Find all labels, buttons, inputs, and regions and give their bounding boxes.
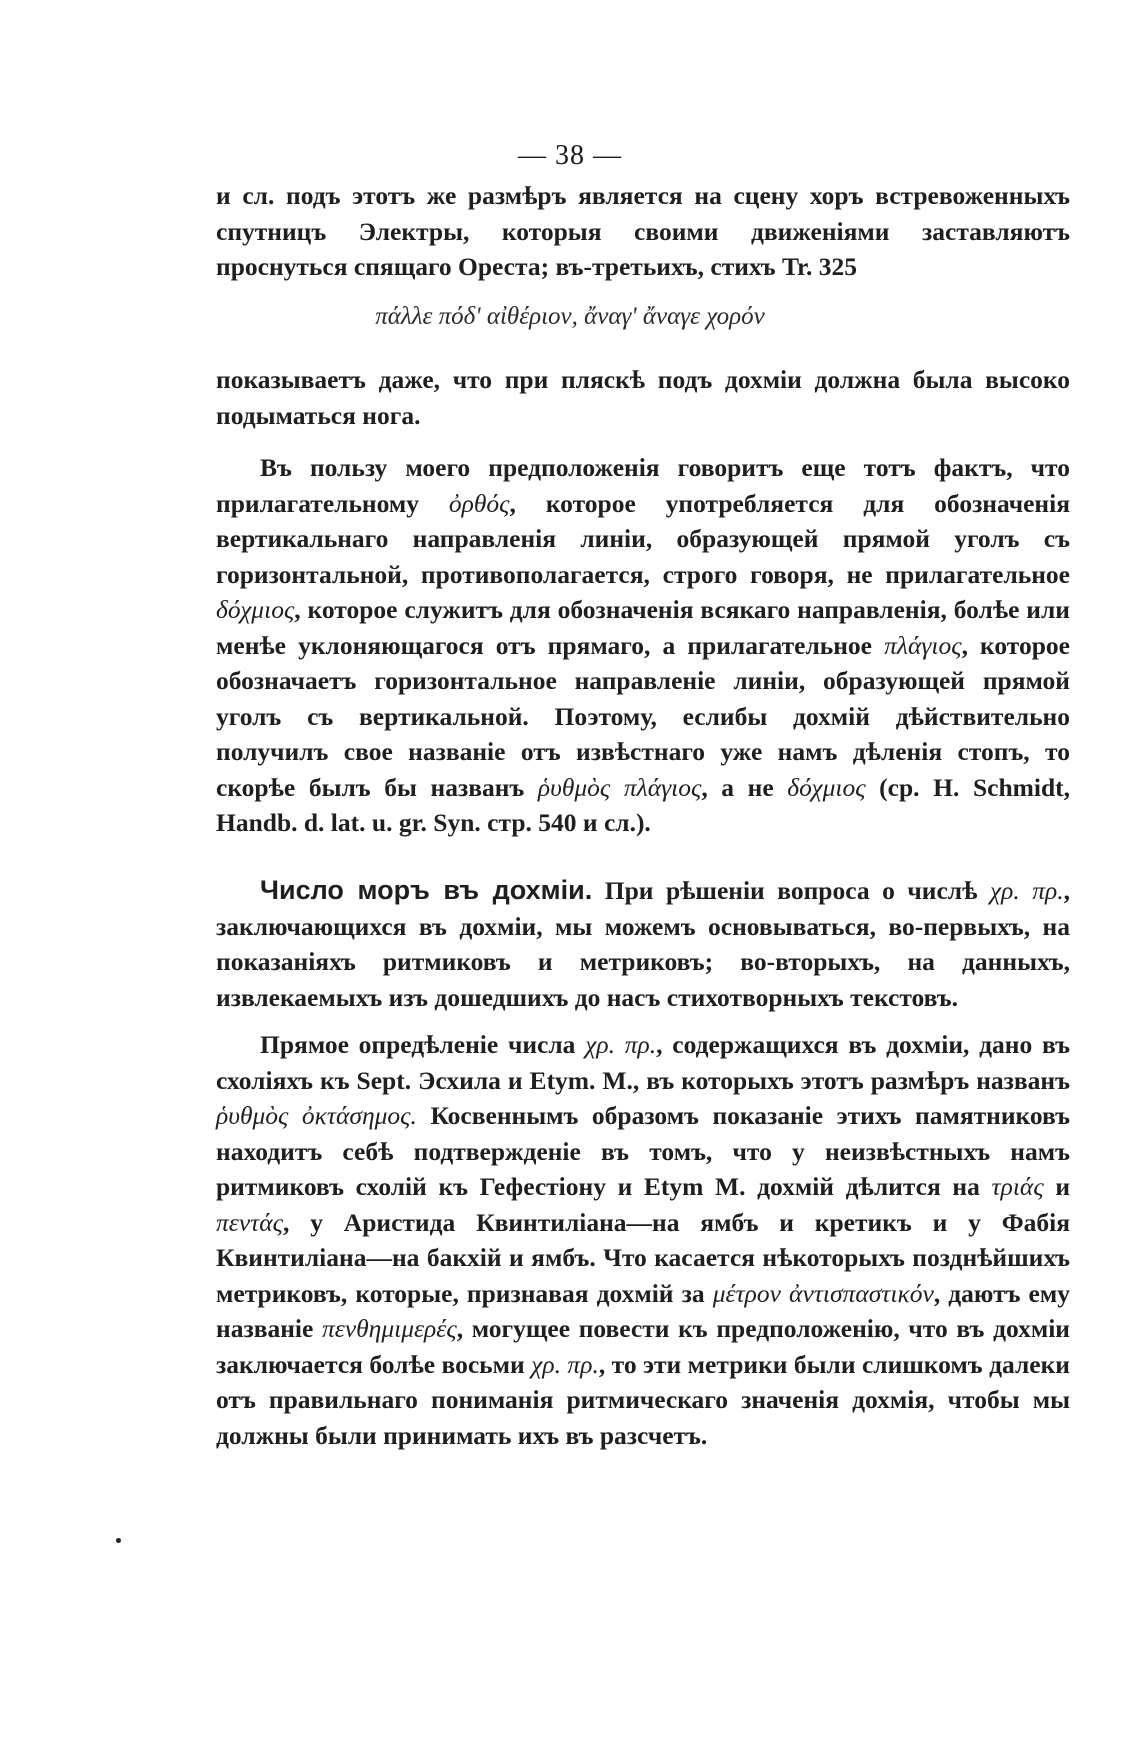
greek-word: χρ. πρ. [989,876,1064,905]
section-heading: Число моръ въ дохміи. [260,875,593,905]
paragraph-text: показываетъ даже, что при пляскѣ подъ дохміи должна была высоко подыматься нога. [216,365,1070,430]
greek-word: τριάς [991,1172,1044,1201]
paragraph-direct-definition [216,1027,1070,1453]
greek-word: χρ. πρ. [531,1349,599,1379]
greek-word: δόχμιος [787,772,866,802]
paragraph-after-quote [216,362,1070,433]
page-number: — 38 — [518,140,622,171]
greek-word: πλάγιος [884,630,962,660]
ink-speck [116,1538,121,1543]
greek-word: χρ. πρ. [585,1030,657,1059]
greek-word: πενθημιμερές [322,1314,457,1343]
paragraph-orthos [216,450,1070,841]
greek-word: ῥυθμὸς ὀκτάσημος. [216,1101,417,1130]
greek-word: δόχμιος [216,595,295,624]
greek-word: ῥυθμὸς πλάγιος [537,772,702,802]
paragraph-text: Число моръ въ дохміи. При рѣшеніи вопроса о числѣ χρ. πρ., заключающихся въ дохміи, мы можемъ основываться, во-первыхъ, на показаніяхъ ритмиковъ и метриковъ; во-вторыхъ, на данныхъ, извлекаемыхъ изъ дошедшихъ до насъ стихотворныхъ текстовъ. [216,875,1070,1012]
greek-word: μέτρον ἀντισπαστικόν [712,1278,934,1308]
greek-word: πεντάς [216,1207,283,1237]
paragraph-text: Въ пользу моего предположенія говоритъ еще тотъ фактъ, что прилагательному ὀρθός, которое употребляется для обозначенія вертикальнаго направленія линіи, образующей прямой уголъ съ горизонтальной, противополагается, строго говоря, не прилагательное δόχμιος, которое служитъ для обозначенія всякаго направленія, болѣе или менѣе уклоняющагося отъ прямаго, а прилагательное πλάγιος, которое обозначаетъ горизонтальное направленіе линіи, образующей прямой уголъ съ вертикальной. Поэтому, еслибы дохмій дѣйствительно получилъ свое названіе отъ извѣстнаго уже намъ дѣленія стопъ, то скорѣе былъ бы названъ ῥυθμὸς πλάγιος, а не δόχμιος (ср. H. Schmidt, Handb. d. lat. u. gr. Syn. стр. 540 и сл.). [216,453,1071,837]
greek-quote: πάλλε πόδ' αἰθέριον, ἄναγ' ἄναγε χορόν [375,303,765,330]
paragraph-continuation [216,178,1070,285]
paragraph-text: и сл. подъ этотъ же размѣръ является на сцену хоръ встревоженныхъ спутницъ Электры, которыя своими движеніями заставляютъ проснуться спящаго Ореста; въ-третьихъ, стихъ Tr. 325 [216,181,1070,281]
paragraph-text: Прямое опредѣленіе числа χρ. πρ., содержащихся въ дохміи, дано въ схоліяхъ къ Sept. Эсхила и Etym. M., въ которыхъ этотъ размѣръ названъ ῥυθμὸς ὀκτάσημος. Косвеннымъ образомъ показаніе этихъ памятниковъ находитъ себѣ подтвержденіе въ томъ, что у неизвѣстныхъ намъ ритмиковъ схолій къ Гефестіону и Etym M. дохмій дѣлится на τριάς и πεντάς, у Аристида Квинтиліана—на ямбъ и кретикъ и у Фабія Квинтиліана—на бакхій и ямбъ. Что касается нѣкоторыхъ позднѣйшихъ метриковъ, которые, признавая дохмій за μέτρον ἀντισπαστικόν, даютъ ему названіе πενθημιμερές, могущее повести къ предположенію, что въ дохміи заключается болѣе восьми χρ. πρ., то эти метрики были слишкомъ далеки отъ правильнаго пониманія ритмическаго значенія дохмія, чтобы мы должны были принимать ихъ въ разсчетъ. [216,1030,1071,1450]
section-number-of-morae [216,873,1070,1015]
greek-word: ὀρθός [448,488,510,518]
